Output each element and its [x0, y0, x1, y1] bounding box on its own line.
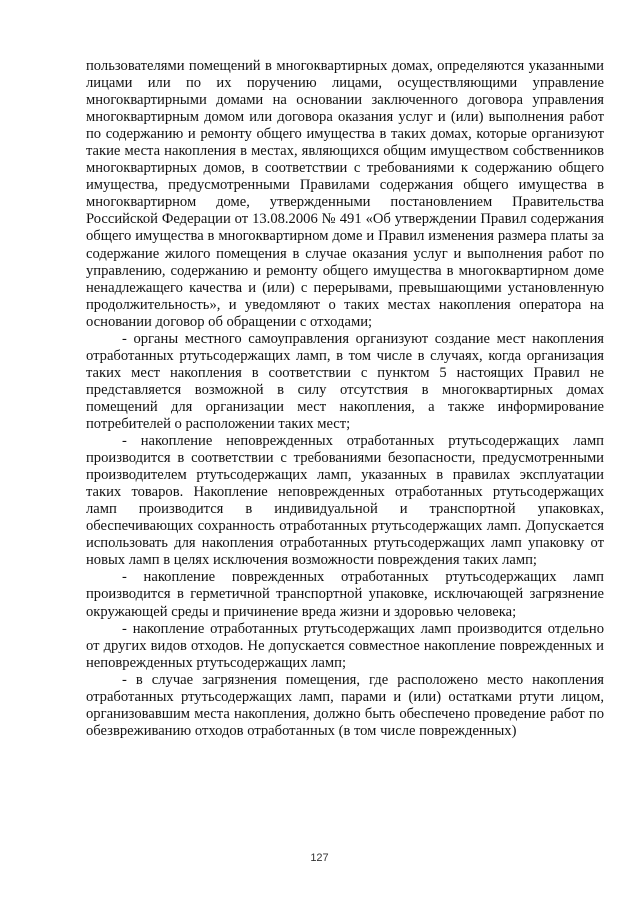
paragraph-contamination: - в случае загрязнения помещения, где расположено место накопления отработанных ртутьсодержащих ламп, парами и (или) остатками ртути лицом, организовавшим места накопления, должно быть обеспечено проведение работ по обезвреживанию отходов отработанных (в том числе поврежденных) — [86, 671, 604, 739]
paragraph-separate-storage: - накопление отработанных ртутьсодержащих ламп производится отдельно от других видов отходов. Не допускается совместное накопление поврежденных и неповрежденных ртутьсодержащих ламп; — [86, 620, 604, 671]
paragraph-municipal-housing: пользователями помещений в многоквартирных домах, определяются указанными лицами или по их поручению лицами, осуществляющими управление многоквартирными домами на основании заключенного договора управления многоквартирным домом или договора оказания услуг и (или) выполнения работ по содержанию и ремонту общего имущества в таких домах, которые организуют такие места накопления в местах, являющихся общим имуществом собственников многоквартирных домов, в соответствии с требованиями к содержанию общего имущества, предусмотренными Правилами содержания общего имущества в многоквартирном доме, утвержденными постановлением Правительства Российской Федерации от 13.08.2006 № 491 «Об утверждении Правил содержания общего имущества в многоквартирном доме и Правил изменения размера платы за содержание жилого помещения в случае оказания услуг и выполнения работ по управлению, содержанию и ремонту общего имущества в многоквартирном доме ненадлежащего качества и (или) с перерывами, превышающими установленную продолжительность», и уведомляют о таких местах накопления оператора на основании договор об обращении с отходами; — [86, 58, 604, 330]
paragraph-undamaged-lamps: - накопление неповрежденных отработанных ртутьсодержащих ламп производится в соответствии с требованиями безопасности, предусмотренными производителем ртутьсодержащих ламп, указанных в правилах эксплуатации таких товаров. Накопление неповрежденных отработанных ртутьсодержащих ламп производится в индивидуальной и транспортной упаковках, обеспечивающих сохранность отработанных ртутьсодержащих ламп. Допускается использовать для накопления отработанных ртутьсодержащих ламп упаковку от новых ламп в целях исключения возможности повреждения таких ламп; — [86, 433, 604, 569]
document-page — [86, 58, 604, 740]
paragraph-local-government: - органы местного самоуправления организуют создание мест накопления отработанных ртутьсодержащих ламп, в том числе в случаях, когда организация таких мест накопления в соответствии с пунктом 5 настоящих Правил не представляется возможной в силу отсутствия в многоквартирных домах помещений для организации мест накопления, а также информирование потребителей о расположении таких мест; — [86, 330, 604, 432]
paragraph-damaged-lamps: - накопление поврежденных отработанных ртутьсодержащих ламп производится в герметичной транспортной упаковке, исключающей загрязнение окружающей среды и причинение вреда жизни и здоровью человека; — [86, 569, 604, 620]
page-number: 127 — [310, 852, 329, 864]
